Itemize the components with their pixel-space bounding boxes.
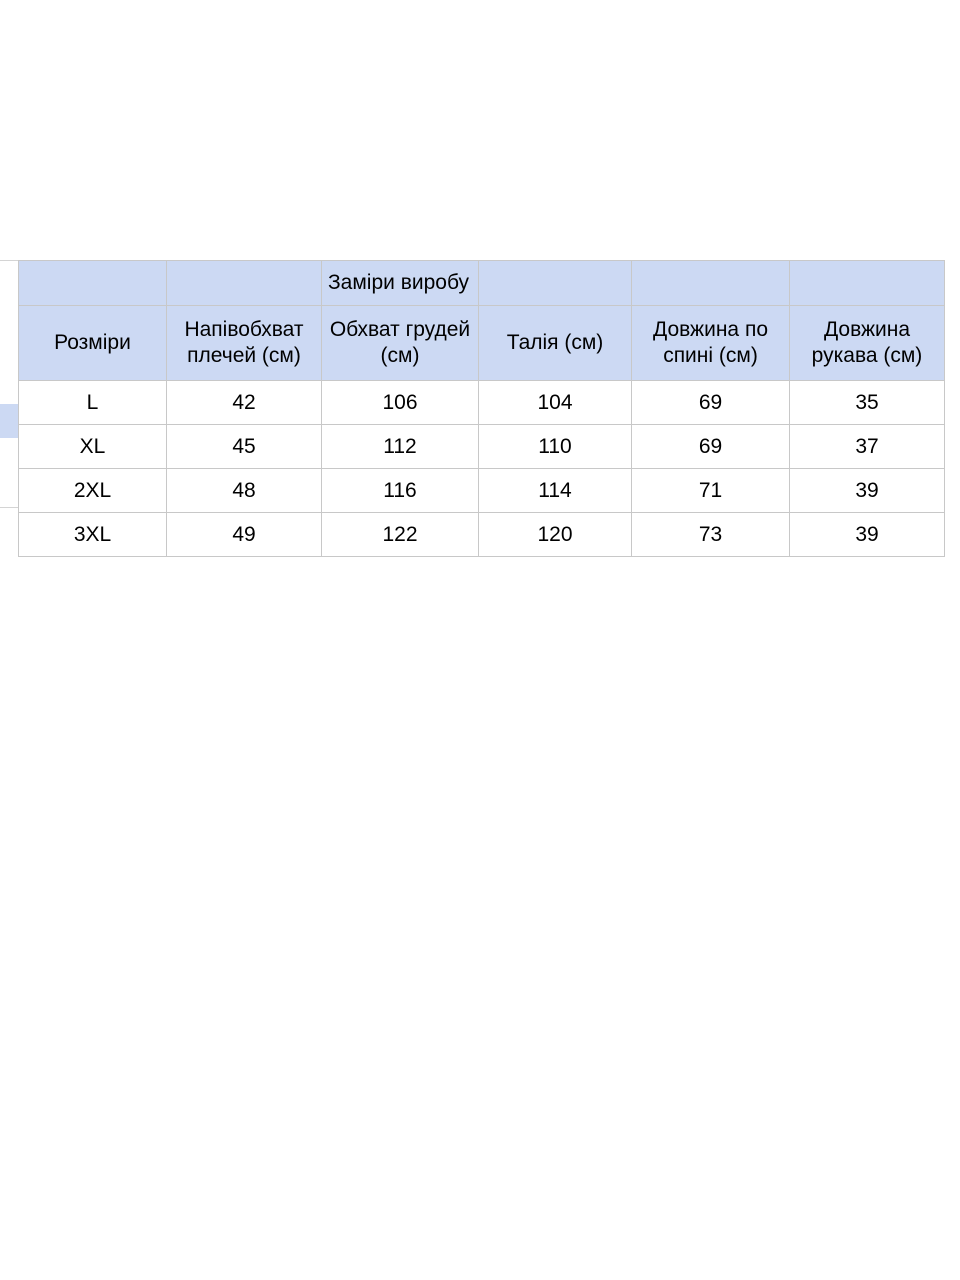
cell-back-length: 71 [632,469,790,513]
column-header-sleeve: Довжина рукава (см) [790,306,945,381]
cell-chest: 106 [322,381,479,425]
cell-size: L [19,381,167,425]
cell-shoulder: 48 [167,469,322,513]
cell-waist: 114 [479,469,632,513]
title-spacer-cell-4 [479,261,632,306]
cell-back-length: 73 [632,513,790,557]
sheet-edge-tick-top [0,260,18,261]
cell-shoulder: 42 [167,381,322,425]
title-spacer-cell-6 [790,261,945,306]
cell-size: XL [19,425,167,469]
table-title-row [19,261,945,306]
column-header-size: Розміри [19,306,167,381]
cell-sleeve: 35 [790,381,945,425]
title-spacer-cell-left [19,261,167,306]
cell-waist: 104 [479,381,632,425]
size-table-container [18,260,944,557]
sheet-edge-tick-bottom [0,507,18,508]
cell-shoulder: 49 [167,513,322,557]
cell-waist: 110 [479,425,632,469]
cell-waist: 120 [479,513,632,557]
cell-size: 3XL [19,513,167,557]
table-row [19,425,945,469]
column-header-waist: Талія (см) [479,306,632,381]
table-row [19,469,945,513]
cell-sleeve: 39 [790,513,945,557]
cell-shoulder: 45 [167,425,322,469]
product-measurements-table [18,260,945,557]
table-row [19,513,945,557]
title-spacer-cell-5 [632,261,790,306]
table-row [19,381,945,425]
column-header-chest: Обхват грудей (см) [322,306,479,381]
cell-sleeve: 37 [790,425,945,469]
cell-chest: 116 [322,469,479,513]
cell-chest: 122 [322,513,479,557]
cell-back-length: 69 [632,381,790,425]
cell-back-length: 69 [632,425,790,469]
table-header-row [19,306,945,381]
column-header-shoulder: Напівобхват плечей (см) [167,306,322,381]
table-title: Заміри виробу [322,261,479,306]
title-spacer-cell-2 [167,261,322,306]
row-highlight-marker [0,404,18,438]
cell-sleeve: 39 [790,469,945,513]
column-header-back-length: Довжина по спині (см) [632,306,790,381]
cell-chest: 112 [322,425,479,469]
cell-size: 2XL [19,469,167,513]
